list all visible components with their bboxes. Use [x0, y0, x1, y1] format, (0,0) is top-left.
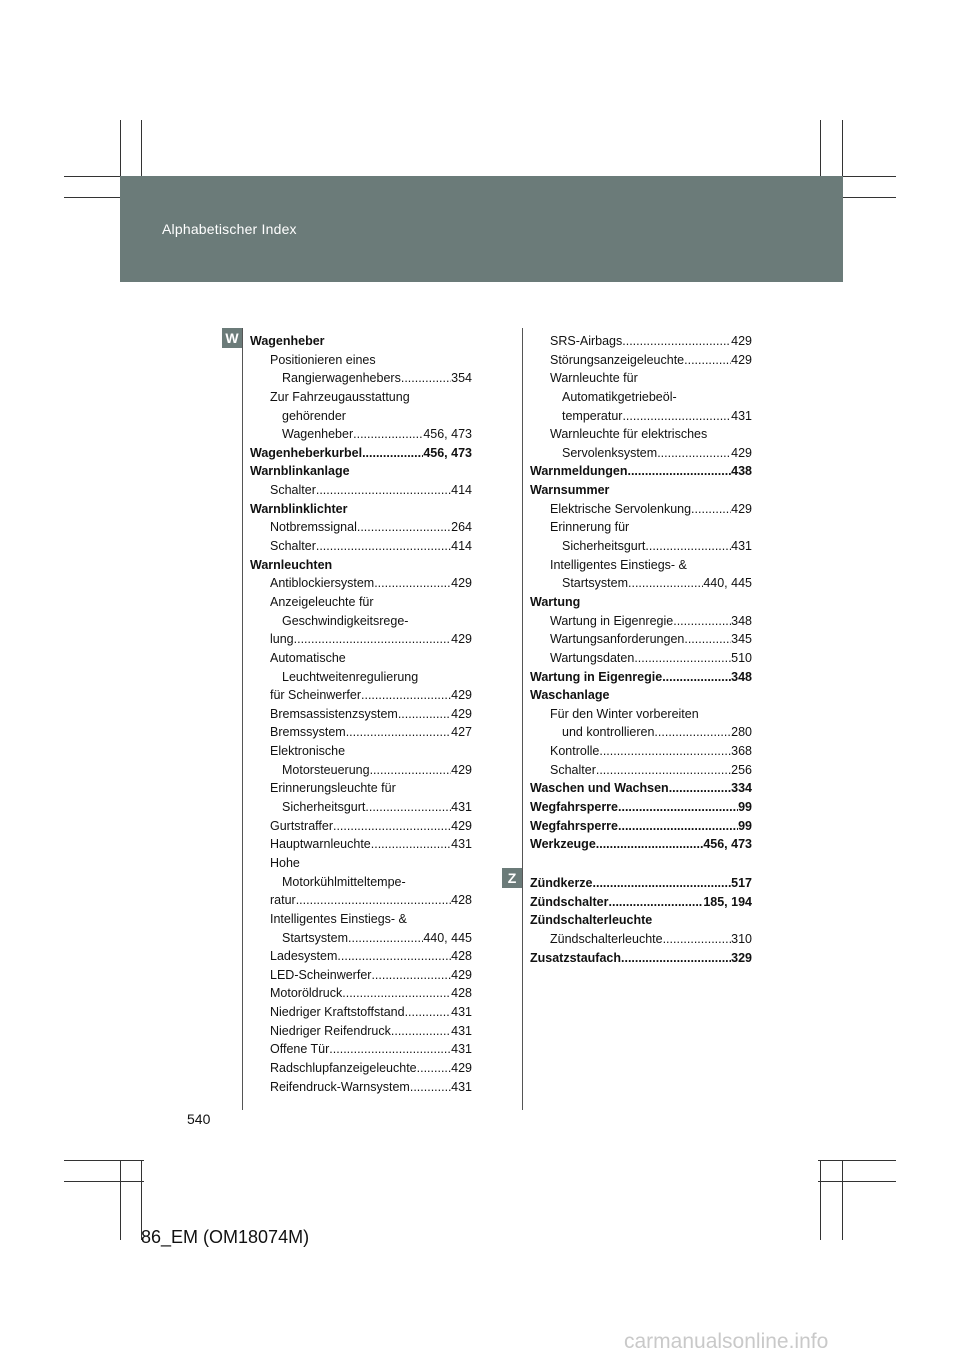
index-entry — [530, 893, 752, 912]
leader-dots — [662, 668, 731, 687]
leader-dots — [410, 1078, 451, 1097]
leader-dots — [684, 630, 731, 649]
index-entry-label: Sicherheitsgurt — [282, 800, 366, 815]
index-entry-label: Warnleuchte für — [550, 371, 638, 386]
index-entry-page: 99 — [738, 818, 752, 833]
index-entry — [250, 835, 472, 854]
page-number: 540 — [187, 1111, 211, 1127]
index-entry-label: Servolenksystem — [562, 445, 658, 460]
leader-dots — [342, 984, 451, 1003]
index-entry — [530, 649, 752, 668]
index-entry-label: Warnsummer — [530, 483, 610, 498]
index-entry-page: 456, 473 — [703, 837, 752, 852]
index-entry-label: Zündkerze — [530, 876, 593, 890]
index-entry-label: Niedriger Kraftstoffstand — [270, 1005, 405, 1020]
index-entry — [250, 1059, 472, 1078]
index-entry-label: Warnleuchten — [250, 557, 333, 572]
index-entry-label: gehörender — [282, 408, 346, 423]
index-entry-label: Wartungsanforderungen — [550, 632, 685, 647]
index-entry-label: Bremssystem — [270, 725, 346, 740]
index-entry — [250, 500, 472, 519]
leader-dots — [627, 462, 731, 481]
index-entry-page: 431 — [451, 1023, 472, 1038]
index-entry-page: 431 — [451, 800, 472, 815]
index-entry-label: Geschwindigkeitsrege- — [282, 613, 409, 628]
index-entry-label: Schalter — [270, 539, 316, 554]
index-entry-label: Wartung — [530, 594, 581, 609]
index-entry — [530, 798, 752, 817]
index-entry-label: Rangierwagenhebers — [282, 371, 401, 386]
leader-dots — [316, 481, 451, 500]
index-entry-page: 429 — [731, 334, 752, 348]
index-entry — [250, 369, 472, 388]
index-entry-label: Wartungsdaten — [550, 650, 635, 665]
leader-dots — [371, 835, 451, 854]
index-entry-label: Werkzeuge — [530, 837, 596, 852]
index-entry — [250, 630, 472, 649]
leader-dots — [401, 369, 451, 388]
index-entry — [530, 462, 752, 481]
index-entry-label: Erinnerungsleuchte für — [270, 781, 396, 796]
index-entry — [250, 425, 472, 444]
index-entry-page: 414 — [451, 539, 472, 554]
index-entry-label: Wartung in Eigenregie — [550, 613, 674, 628]
index-entry-label: Elektrische Servolenkung — [550, 501, 692, 516]
index-entry — [250, 705, 472, 724]
index-entry-page: 429 — [451, 762, 472, 777]
crop-mark — [64, 1181, 144, 1182]
index-entry-label: Antiblockiersystem — [270, 576, 375, 591]
index-entry-page: 429 — [731, 445, 752, 460]
leader-dots — [618, 798, 738, 817]
index-entry-label: Ladesystem — [270, 949, 338, 964]
index-entry-label: Anzeigeleuchte für — [270, 594, 374, 609]
index-entry — [530, 705, 752, 724]
index-entry-label: Zündschalterleuchte — [550, 931, 663, 946]
leader-dots — [691, 500, 731, 519]
index-entry — [250, 574, 472, 593]
leader-dots — [593, 874, 732, 893]
header-title: Alphabetischer Index — [162, 221, 297, 237]
index-entry — [250, 966, 472, 985]
leader-dots — [657, 444, 731, 463]
index-entry-label: und kontrollieren — [562, 725, 655, 740]
index-entry-label: Notbremssignal — [270, 520, 357, 535]
index-entry — [530, 668, 752, 687]
index-entry-page: 429 — [451, 706, 472, 721]
leader-dots — [673, 612, 731, 631]
index-entry — [250, 481, 472, 500]
index-entry-label: Wartung in Eigenregie — [530, 669, 663, 684]
index-entry — [250, 1078, 472, 1097]
leader-dots — [684, 351, 731, 370]
index-entry — [530, 949, 752, 968]
leader-dots — [654, 723, 731, 742]
index-entry — [250, 984, 472, 1003]
index-entry-page: 348 — [731, 613, 752, 628]
index-entry-label: Wagenheber — [250, 334, 325, 348]
leader-dots — [371, 966, 451, 985]
index-entry-page: 428 — [451, 949, 472, 964]
watermark: carmanualsonline.info — [624, 1330, 829, 1353]
index-entry-label: Niedriger Reifendruck — [270, 1023, 391, 1038]
index-entry-label: Elektronische — [270, 744, 346, 759]
index-entry-label: Erinnerung für — [550, 520, 630, 535]
leader-dots — [348, 929, 423, 948]
index-entry-page: 429 — [451, 818, 472, 833]
leader-dots — [346, 723, 451, 742]
leader-dots — [329, 1040, 451, 1059]
leader-dots — [599, 742, 731, 761]
leader-dots — [357, 518, 451, 537]
crop-mark — [818, 1160, 896, 1161]
index-entry-label: Sicherheitsgurt — [562, 539, 646, 554]
leader-dots — [361, 686, 451, 705]
index-entry-label: Störungsanzeigeleuchte — [550, 352, 685, 367]
index-entry — [250, 817, 472, 836]
index-entry — [530, 407, 752, 426]
index-entry-page: 310 — [731, 931, 752, 946]
index-entry — [530, 518, 752, 537]
index-entry-label: Für den Winter vorbereiten — [550, 706, 699, 721]
index-entry-label: für Scheinwerfer — [270, 688, 362, 703]
index-entry-page: 185, 194 — [703, 894, 752, 909]
index-entry-page: 429 — [451, 967, 472, 982]
index-column-right-z — [530, 874, 752, 967]
index-entry-label: Zündschalter — [530, 894, 609, 909]
index-entry-page: 280 — [731, 725, 752, 740]
index-entry — [250, 779, 472, 798]
index-entry-page: 431 — [451, 837, 472, 852]
index-entry-label: Intelligentes Einstiegs- & — [550, 557, 687, 572]
index-entry-label: Intelligentes Einstiegs- & — [270, 911, 407, 926]
index-entry-label: Wagenheber — [282, 427, 354, 442]
index-entry-page: 429 — [451, 1060, 472, 1075]
index-entry — [250, 407, 472, 426]
index-entry-page: 456, 473 — [423, 427, 472, 442]
leader-dots — [596, 835, 704, 854]
index-entry — [530, 874, 752, 893]
index-entry — [530, 537, 752, 556]
index-entry-page: 438 — [731, 464, 752, 479]
index-entry — [530, 742, 752, 761]
index-entry-page: 431 — [451, 1005, 472, 1020]
index-entry — [250, 1040, 472, 1059]
index-entry — [250, 761, 472, 780]
index-entry — [250, 947, 472, 966]
index-column-right-w — [530, 332, 752, 854]
index-entry — [250, 873, 472, 892]
index-entry-page: 427 — [451, 725, 472, 740]
index-entry-label: lung — [270, 632, 294, 647]
index-entry-page: 429 — [731, 352, 752, 367]
column-divider-left — [242, 328, 243, 1110]
index-entry-page: 334 — [731, 781, 752, 796]
index-entry — [250, 929, 472, 948]
index-entry-page: 429 — [451, 632, 472, 647]
crop-mark — [842, 1160, 843, 1240]
index-entry-label: Wegfahrsperre — [530, 818, 618, 833]
leader-dots — [618, 817, 738, 836]
index-entry-page: 510 — [731, 650, 752, 665]
index-entry — [530, 761, 752, 780]
index-entry — [530, 574, 752, 593]
index-entry — [250, 444, 472, 463]
leader-dots — [353, 425, 423, 444]
index-entry-label: Warnblinkanlage — [250, 464, 350, 479]
index-entry — [530, 817, 752, 836]
leader-dots — [634, 649, 731, 668]
index-entry-label: Automatikgetriebeöl- — [562, 389, 677, 404]
leader-dots — [621, 949, 731, 968]
index-entry-label: Hohe — [270, 855, 300, 870]
index-entry — [250, 537, 472, 556]
index-entry-page: 440, 445 — [703, 576, 752, 591]
index-entry-page: 99 — [738, 800, 752, 815]
index-entry-label: Kontrolle — [550, 744, 600, 759]
leader-dots — [316, 537, 451, 556]
index-entry-label: Zur Fahrzeugausstattung — [270, 389, 410, 404]
index-entry — [530, 723, 752, 742]
index-entry — [530, 369, 752, 388]
index-entry-label: Warnleuchte für elektrisches — [550, 427, 708, 442]
index-entry-label: Zündschalterleuchte — [530, 913, 653, 928]
index-entry — [250, 462, 472, 481]
leader-dots — [374, 574, 451, 593]
index-entry — [530, 593, 752, 612]
index-entry-label: Positionieren eines — [270, 352, 376, 367]
index-entry — [530, 481, 752, 500]
index-entry-label: Wagenheberkurbel — [250, 445, 363, 460]
index-entry — [530, 686, 752, 705]
leader-dots — [365, 798, 451, 817]
letter-badge-w: W — [222, 328, 242, 348]
index-entry-label: Wegfahrsperre — [530, 800, 618, 815]
index-entry-label: Reifendruck-Warnsystem — [270, 1079, 410, 1094]
index-entry-page: 428 — [451, 986, 472, 1001]
index-entry — [530, 835, 752, 854]
index-entry — [250, 593, 472, 612]
index-entry — [530, 630, 752, 649]
letter-badge-z: Z — [502, 868, 522, 888]
index-entry-label: Startsystem — [282, 930, 348, 945]
leader-dots — [370, 761, 452, 780]
index-column-left — [250, 332, 472, 1096]
leader-dots — [669, 779, 731, 798]
index-entry-label: Leuchtweitenregulierung — [282, 669, 419, 684]
index-entry — [530, 911, 752, 930]
leader-dots — [417, 1059, 452, 1078]
index-entry-label: Hauptwarnleuchte — [270, 837, 371, 852]
index-entry — [250, 388, 472, 407]
index-entry — [530, 930, 752, 949]
index-entry — [250, 612, 472, 631]
index-entry — [250, 649, 472, 668]
index-entry — [250, 891, 472, 910]
index-entry — [530, 612, 752, 631]
index-entry — [530, 332, 752, 351]
index-entry — [250, 798, 472, 817]
index-entry-page: 517 — [731, 876, 752, 890]
index-entry-label: temperatur — [562, 408, 623, 423]
index-entry-label: Automatische — [270, 650, 346, 665]
index-entry-label: ratur — [270, 893, 296, 908]
leader-dots — [609, 893, 704, 912]
crop-mark — [120, 1160, 121, 1240]
leader-dots — [333, 817, 451, 836]
index-entry-page: 440, 445 — [423, 930, 472, 945]
leader-dots — [645, 537, 731, 556]
index-entry — [530, 500, 752, 519]
index-entry — [250, 351, 472, 370]
leader-dots — [628, 574, 703, 593]
index-entry — [530, 444, 752, 463]
index-entry-label: Schalter — [270, 483, 316, 498]
index-entry — [250, 742, 472, 761]
leader-dots — [405, 1003, 452, 1022]
index-entry-label: Zusatzstaufach — [530, 950, 621, 965]
index-entry-page: 429 — [731, 501, 752, 516]
index-entry — [530, 388, 752, 407]
index-entry — [530, 351, 752, 370]
crop-mark — [820, 1160, 821, 1240]
index-entry-page: 429 — [451, 688, 472, 703]
index-entry — [250, 723, 472, 742]
document-code: 86_EM (OM18074M) — [141, 1227, 310, 1247]
header-band — [120, 176, 843, 282]
index-entry — [250, 854, 472, 873]
crop-mark — [818, 1181, 896, 1182]
leader-dots — [596, 761, 731, 780]
index-entry — [530, 779, 752, 798]
index-entry-label: Gurtstraffer — [270, 818, 333, 833]
index-entry-label: Waschen und Wachsen — [530, 781, 669, 796]
leader-dots — [294, 630, 452, 649]
index-entry-page: 256 — [731, 762, 752, 777]
index-entry-page: 431 — [731, 408, 752, 423]
index-entry-page: 368 — [731, 744, 752, 759]
index-entry-page: 431 — [451, 1079, 472, 1094]
index-entry — [250, 686, 472, 705]
index-entry-page: 429 — [451, 576, 472, 591]
index-entry-page: 431 — [731, 539, 752, 554]
index-entry-page: 329 — [731, 950, 752, 965]
index-entry — [250, 556, 472, 575]
leader-dots — [391, 1022, 451, 1041]
index-entry-label: Startsystem — [562, 576, 628, 591]
leader-dots — [622, 407, 731, 426]
index-entry-page: 456, 473 — [423, 445, 472, 460]
index-entry-label: Waschanlage — [530, 688, 610, 703]
index-entry-label: Schalter — [550, 762, 596, 777]
index-entry — [250, 518, 472, 537]
index-entry — [250, 910, 472, 929]
leader-dots — [362, 444, 423, 463]
leader-dots — [337, 947, 451, 966]
leader-dots — [622, 332, 731, 351]
index-entry-page: 428 — [451, 893, 472, 908]
index-entry-label: Motoröldruck — [270, 986, 343, 1001]
leader-dots — [663, 930, 732, 949]
index-entry-page: 345 — [731, 632, 752, 647]
index-entry-label: SRS-Airbags — [550, 334, 623, 348]
index-entry-page: 348 — [731, 669, 752, 684]
index-entry-label: Warnblinklichter — [250, 501, 348, 516]
leader-dots — [398, 705, 451, 724]
leader-dots — [296, 891, 451, 910]
index-entry-label: Offene Tür — [270, 1042, 330, 1057]
index-entry-page: 431 — [451, 1042, 472, 1057]
index-entry — [530, 556, 752, 575]
index-entry-page: 354 — [451, 371, 472, 386]
crop-mark — [64, 1160, 144, 1161]
index-entry — [250, 332, 472, 351]
index-entry-label: Bremsassistenzsystem — [270, 706, 398, 721]
column-divider-middle — [522, 328, 523, 1110]
index-entry — [250, 668, 472, 687]
index-entry — [530, 425, 752, 444]
index-entry — [250, 1022, 472, 1041]
index-entry-label: Motorsteuerung — [282, 762, 370, 777]
index-entry-label: Warnmeldungen — [530, 464, 628, 479]
index-entry — [250, 1003, 472, 1022]
index-entry-label: Radschlupfanzeigeleuchte — [270, 1060, 417, 1075]
index-entry-label: LED-Scheinwerfer — [270, 967, 372, 982]
index-entry-label: Motorkühlmitteltempe- — [282, 874, 406, 889]
index-entry-page: 414 — [451, 483, 472, 498]
index-entry-page: 264 — [451, 520, 472, 535]
